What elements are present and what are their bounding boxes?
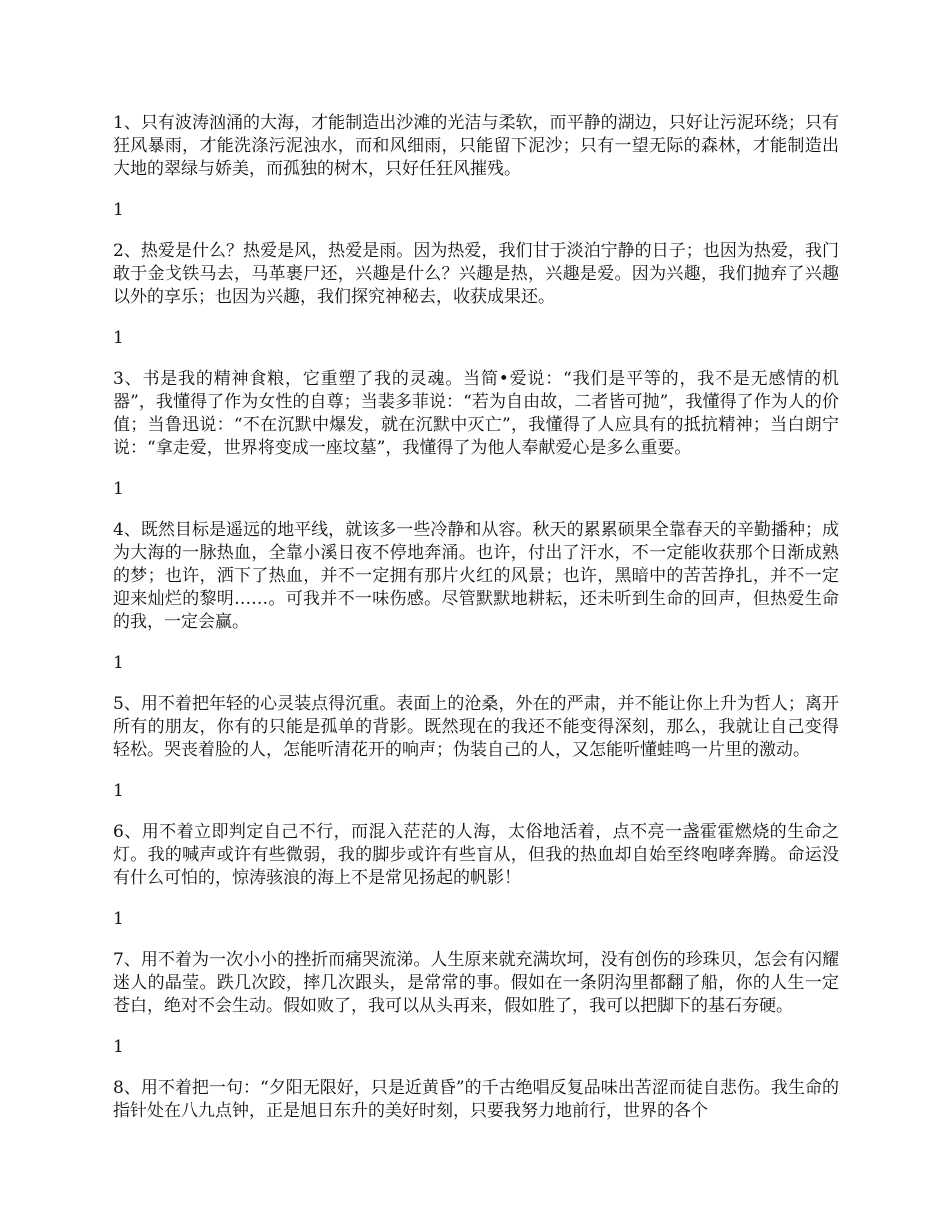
paragraph-6: 6、用不着立即判定自己不行，而混入茫茫的人海，太俗地活着，点不亮一盏霍霍燃烧的生命之灯。我的喊声或许有些微弱，我的脚步或许有些盲从，但我的热血却自始至终咆哮奔腾。命运没有什么可怕的，惊涛骇浪的海上不是常见扬起的帆影！ (113, 822, 839, 888)
paragraph-5: 5、用不着把年轻的心灵装点得沉重。表面上的沧桑，外在的严肃，并不能让你上升为哲人；离开所有的朋友，你有的只能是孤单的背影。既然现在的我还不能变得深刻，那么，我就让自己变得轻松。哭丧着脸的人，怎能听清花开的响声；伪装自己的人，又怎能听懂蛙鸣一片里的激动。 (113, 694, 839, 760)
separator-7: 1 (113, 1037, 124, 1057)
separator-5: 1 (113, 781, 124, 801)
paragraph-4: 4、既然目标是遥远的地平线，就该多一些冷静和从容。秋天的累累硕果全靠春天的辛勤播种；成为大海的一脉热血，全靠小溪日夜不停地奔涌。也许，付出了汗水，不一定能收获那个日渐成熟的梦；也许，洒下了热血，并不一定拥有那片火红的风景；也许，黑暗中的苦苦挣扎，并不一定迎来灿烂的黎明……。可我并不一味伤感。尽管默默地耕耘，还未听到生命的回声，但热爱生命的我，一定会赢。 (113, 520, 839, 632)
document-page (113, 112, 839, 1123)
paragraph-2: 2、热爱是什么？热爱是风，热爱是雨。因为热爱，我们甘于淡泊宁静的日子；也因为热爱，我门敢于金戈铁马去，马革裹尸还，兴趣是什么？兴趣是热，兴趣是爱。因为兴趣，我们抛弃了兴趣以外的享乐；也因为兴趣，我们探究神秘去，收获成果还。 (113, 241, 839, 307)
separator-3: 1 (113, 479, 124, 499)
paragraph-7: 7、用不着为一次小小的挫折而痛哭流涕。人生原来就充满坎坷，没有创伤的珍珠贝，怎会有闪耀迷人的晶莹。跌几次跤，摔几次跟头，是常常的事。假如在一条阴沟里都翻了船，你的人生一定苍白，绝对不会生动。假如败了，我可以从头再来，假如胜了，我可以把脚下的基石夯硬。 (113, 950, 839, 1016)
separator-4: 1 (113, 653, 124, 673)
paragraph-3: 3、书是我的精神食粮，它重塑了我的灵魂。当简•爱说：“我们是平等的，我不是无感情的机器”，我懂得了作为女性的自尊；当裴多菲说：“若为自由故，二者皆可抛”，我懂得了作为人的价值；当鲁迅说：“不在沉默中爆发，就在沉默中灭亡”，我懂得了人应具有的抵抗精神；当白朗宁说：“拿走爱，世界将变成一座坟墓”，我懂得了为他人奉献爱心是多么重要。 (113, 369, 839, 458)
separator-2: 1 (113, 328, 124, 348)
separator-6: 1 (113, 909, 124, 929)
separator-1: 1 (113, 200, 124, 220)
paragraph-1: 1、只有波涛汹涌的大海，才能制造出沙滩的光洁与柔软，而平静的湖边，只好让污泥环绕；只有狂风暴雨，才能洗涤污泥浊水，而和风细雨，只能留下泥沙；只有一望无际的森林，才能制造出大地的翠绿与娇美，而孤独的树木，只好任狂风摧残。 (113, 113, 839, 179)
paragraph-8: 8、用不着把一句：“夕阳无限好，只是近黄昏”的千古绝唱反复品味出苦涩而徒自悲伤。我生命的指针处在八九点钟，正是旭日东升的美好时刻，只要我努力地前行，世界的各个 (113, 1078, 839, 1121)
